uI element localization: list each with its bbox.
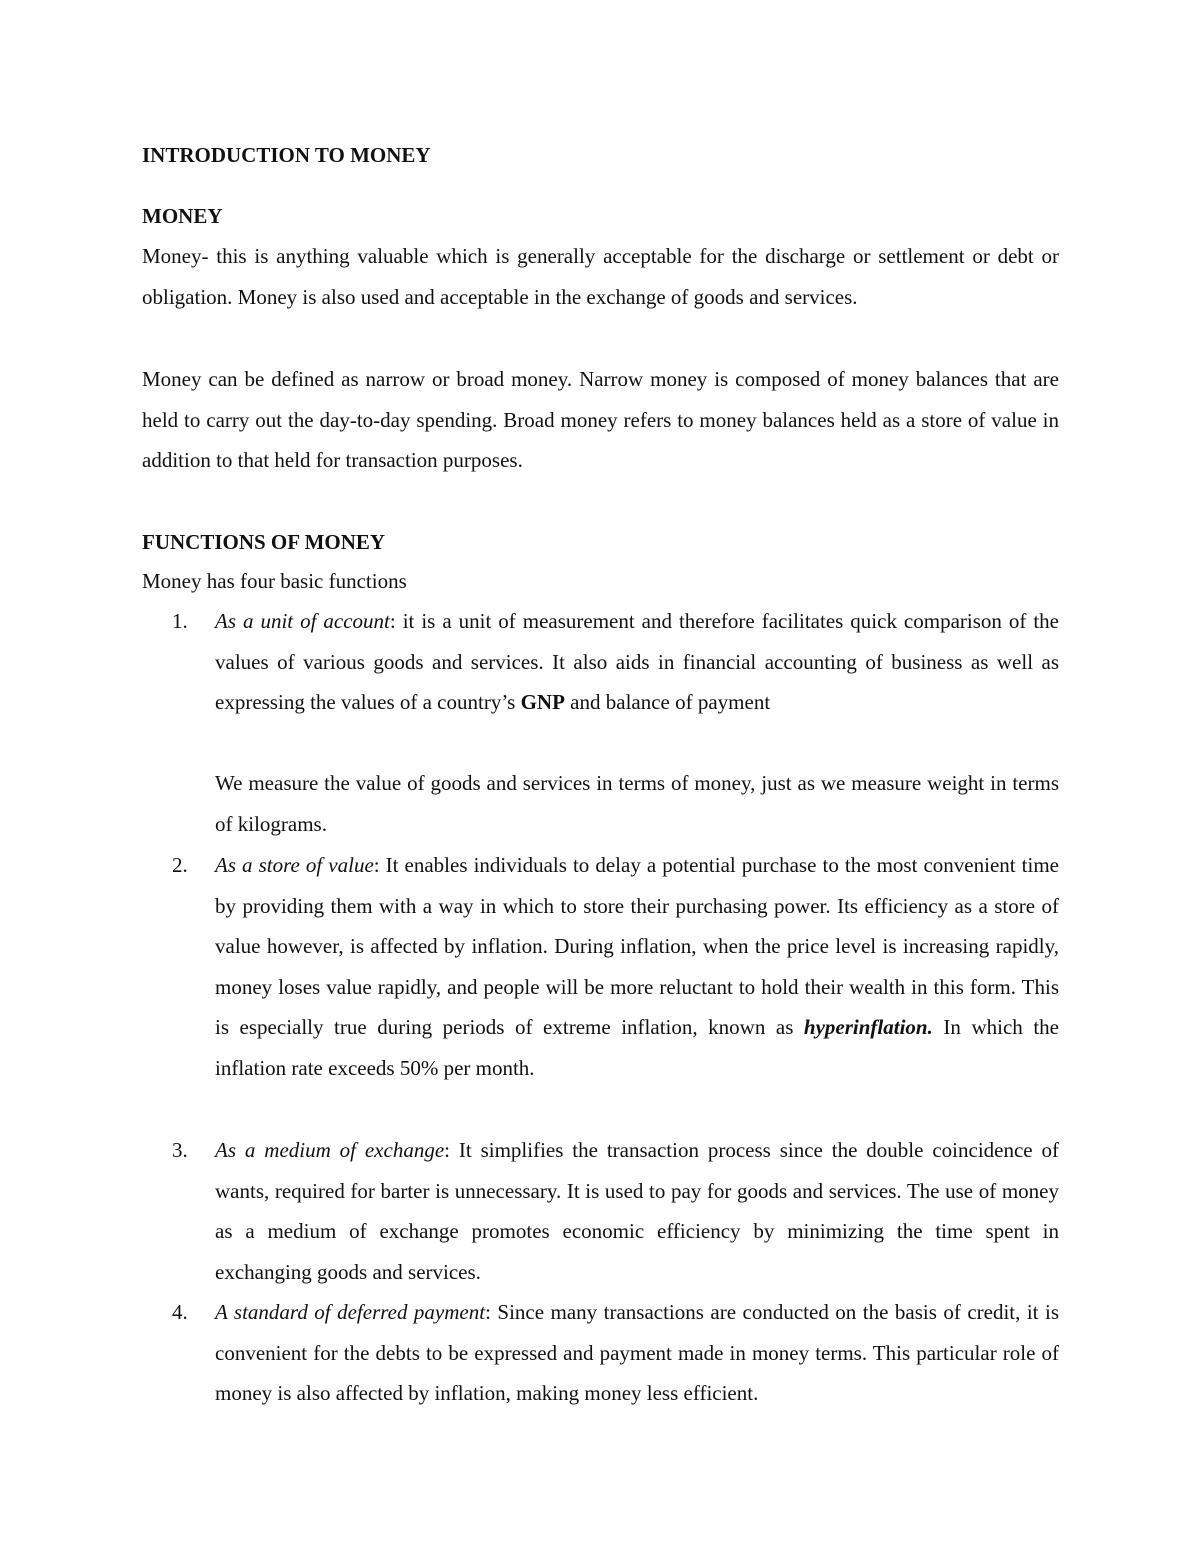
- list-item-number: 3.: [172, 1138, 188, 1162]
- list-item-extra-paragraph: We measure the value of goods and services in terms of money, just as we measure weight in terms of kilograms.: [215, 771, 1059, 836]
- list-item-number: 1.: [172, 609, 188, 633]
- list-item-text-continued: In which the inflation rate exceeds 50% per month.: [215, 1015, 1059, 1080]
- list-item-text: : It simplifies the transaction process since the double coincidence of wants, required for barter is unnecessary. It is used to pay for goods and services. The use of money as a medium of exchange promotes economic efficiency by minimizing the time spent in exchanging goods and services.: [215, 1138, 1060, 1284]
- list-item-term: As a unit of account: [215, 609, 390, 633]
- document-title: INTRODUCTION TO MONEY: [142, 143, 431, 167]
- list-item-deferred-payment: [215, 1292, 1059, 1414]
- money-definition-paragraph: Money- this is anything valuable which is generally acceptable for the discharge or settlement or debt or obligation. Money is also used and acceptable in the exchange of goods and services.: [142, 244, 1059, 309]
- list-item-text: : it is a unit of measurement and therefore facilitates quick comparison of the values of various goods and services. It also aids in financial accounting of business as well as expressing the values of a country’s: [215, 609, 1059, 715]
- list-item-number: 4.: [172, 1300, 188, 1324]
- list-item-unit-of-account: [215, 601, 1059, 723]
- functions-intro: Money has four basic functions: [142, 569, 407, 593]
- list-item-text-continued: and balance of payment: [564, 690, 771, 715]
- hyperinflation-term: hyperinflation.: [803, 1015, 933, 1040]
- list-item-text: : Since many transactions are conducted on the basis of credit, it is convenient for the debts to be expressed and payment made in money terms. This particular role of money is also affected by inflation, making money less efficient.: [215, 1300, 1059, 1406]
- list-item-medium-of-exchange: [215, 1130, 1059, 1292]
- list-item-store-of-value: [215, 845, 1059, 1089]
- gnp-term: GNP: [520, 690, 565, 715]
- list-item-term: As a medium of exchange: [215, 1138, 445, 1162]
- list-item-term: A standard of deferred payment: [215, 1300, 486, 1324]
- section-heading-money: MONEY: [142, 204, 223, 228]
- narrow-broad-money-paragraph: Money can be defined as narrow or broad money. Narrow money is composed of money balances that are held to carry out the day-to-day spending. Broad money refers to money balances held as a store of value in addition to that held for transaction purposes.: [142, 367, 1059, 473]
- list-item-number: 2.: [172, 853, 188, 877]
- list-item-term: As a store of value: [215, 853, 374, 877]
- section-heading-functions: FUNCTIONS OF MONEY: [142, 530, 386, 554]
- list-item-text: : It enables individuals to delay a potential purchase to the most convenient time by providing them with a way in which to store their purchasing power. Its efficiency as a store of value however, is affected by inflation. During inflation, when the price level is increasing rapidly, money loses value rapidly, and people will be more reluctant to hold their wealth in this form. This is especially true during periods of extreme inflation, known as: [215, 853, 1059, 1040]
